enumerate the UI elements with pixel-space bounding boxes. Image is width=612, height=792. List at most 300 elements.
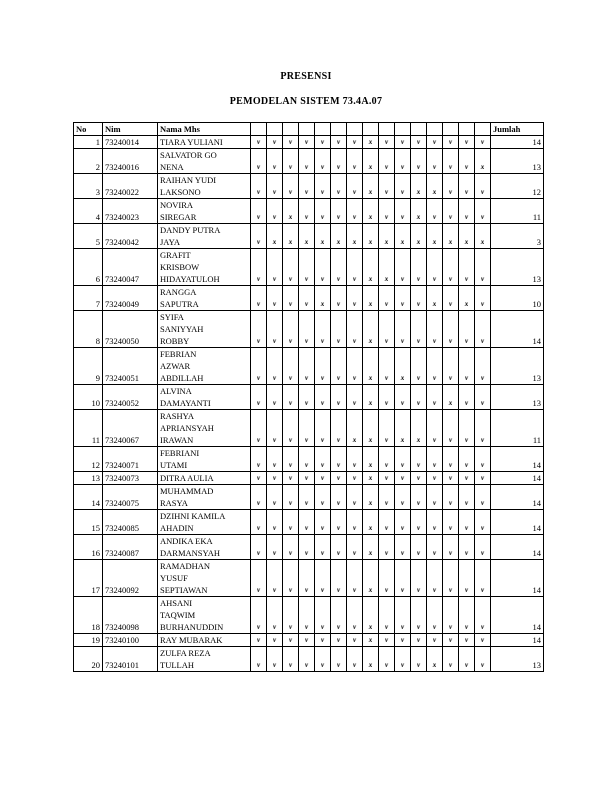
attendance-mark: v [395,597,411,634]
student-nim: 73240016 [103,149,158,174]
student-name-line: MUHAMMAD [160,486,214,496]
header-session-5 [315,123,331,136]
attendance-mark: v [475,385,491,410]
table-row [74,485,544,510]
attendance-mark: v [427,535,443,560]
attendance-mark: v [427,348,443,385]
row-number: 8 [74,311,103,348]
attendance-mark: x [267,224,283,249]
table-row [74,224,544,249]
student-name-line: TAQWIM [160,610,196,620]
student-name-line: YUSUF [160,573,188,583]
attendance-mark: x [347,224,363,249]
attendance-mark: x [363,647,379,672]
table-row [74,535,544,560]
attendance-mark: v [283,286,299,311]
student-name [158,249,251,286]
page-subtitle: PEMODELAN SISTEM 73.4A.07 [229,96,383,107]
attendance-total: 13 [491,647,544,672]
attendance-mark: v [427,199,443,224]
attendance-mark: v [283,647,299,672]
attendance-mark: v [443,634,459,647]
attendance-mark: v [331,560,347,597]
attendance-mark: v [347,311,363,348]
attendance-mark: x [427,286,443,311]
attendance-mark: v [475,634,491,647]
attendance-mark: x [459,286,475,311]
row-number: 7 [74,286,103,311]
attendance-mark: v [379,199,395,224]
row-number: 4 [74,199,103,224]
attendance-mark: v [395,634,411,647]
attendance-mark: x [363,510,379,535]
attendance-mark: v [459,410,475,447]
student-name-line: RAMADHAN [160,561,211,571]
attendance-mark: v [459,472,475,485]
attendance-mark: x [427,224,443,249]
attendance-mark: v [427,597,443,634]
attendance-mark: v [299,634,315,647]
attendance-mark: v [251,348,267,385]
header-session-6 [331,123,347,136]
attendance-mark: v [283,136,299,149]
attendance-mark: x [363,634,379,647]
attendance-mark: v [299,286,315,311]
attendance-mark: v [427,472,443,485]
attendance-mark: x [363,472,379,485]
attendance-mark: v [315,385,331,410]
attendance-mark: x [315,286,331,311]
table-body [74,136,544,672]
attendance-mark: v [459,136,475,149]
attendance-mark: v [475,410,491,447]
attendance-mark: v [459,647,475,672]
table-row [74,149,544,174]
attendance-mark: v [331,634,347,647]
attendance-mark: v [267,510,283,535]
row-number: 12 [74,447,103,472]
attendance-mark: v [267,311,283,348]
student-name-line: LAKSONO [160,187,201,197]
attendance-mark: v [395,149,411,174]
row-number: 20 [74,647,103,672]
header-total: Jumlah [491,123,544,136]
attendance-mark: x [363,199,379,224]
attendance-mark: v [283,510,299,535]
attendance-mark: x [363,311,379,348]
row-number: 14 [74,485,103,510]
attendance-mark: v [283,149,299,174]
student-name-line: ANDIKA EKA [160,536,213,546]
attendance-mark: v [299,410,315,447]
attendance-mark: v [251,560,267,597]
attendance-mark: v [443,485,459,510]
attendance-total: 14 [491,472,544,485]
attendance-table [73,122,544,672]
student-name [158,224,251,249]
attendance-mark: x [363,385,379,410]
row-number: 5 [74,224,103,249]
table-row [74,348,544,385]
student-name-line: RANGGA [160,287,197,297]
student-name-line: KRISBOW [160,262,200,272]
attendance-mark: v [379,410,395,447]
attendance-mark: v [299,485,315,510]
attendance-mark: v [331,348,347,385]
student-name [158,510,251,535]
student-name-line: AZWAR [160,361,191,371]
attendance-mark: v [379,510,395,535]
student-nim: 73240075 [103,485,158,510]
attendance-mark: v [459,385,475,410]
table-header-row [74,123,544,136]
attendance-mark: v [347,447,363,472]
attendance-mark: v [315,311,331,348]
attendance-mark: x [443,385,459,410]
attendance-mark: v [267,249,283,286]
student-name [158,634,251,647]
student-name [158,385,251,410]
attendance-mark: x [395,348,411,385]
attendance-mark: v [299,149,315,174]
attendance-mark: v [251,634,267,647]
student-name-line: FEBRIANI [160,448,200,458]
attendance-mark: v [411,560,427,597]
attendance-mark: x [395,224,411,249]
attendance-mark: v [347,249,363,286]
attendance-mark: v [459,597,475,634]
attendance-mark: x [427,174,443,199]
student-name-line: NENA [160,162,184,172]
attendance-mark: v [443,560,459,597]
attendance-mark: v [475,560,491,597]
attendance-mark: v [443,286,459,311]
attendance-mark: v [251,535,267,560]
attendance-mark: v [299,535,315,560]
attendance-mark: v [443,199,459,224]
row-number: 6 [74,249,103,286]
header-session-2 [267,123,283,136]
student-name [158,597,251,634]
attendance-mark: v [267,149,283,174]
attendance-mark: v [411,485,427,510]
header-session-14 [459,123,475,136]
attendance-mark: v [427,311,443,348]
attendance-mark: v [347,136,363,149]
student-name-line: DAMAYANTI [160,398,211,408]
student-nim: 73240047 [103,249,158,286]
row-number: 1 [74,136,103,149]
attendance-mark: v [283,560,299,597]
attendance-mark: v [411,149,427,174]
attendance-mark: x [363,485,379,510]
attendance-mark: v [459,634,475,647]
student-nim: 73240098 [103,597,158,634]
attendance-total: 13 [491,348,544,385]
attendance-mark: v [299,136,315,149]
attendance-mark: v [267,472,283,485]
attendance-mark: v [427,149,443,174]
attendance-mark: v [331,485,347,510]
header-session-4 [299,123,315,136]
attendance-mark: v [315,510,331,535]
table-row [74,311,544,348]
attendance-mark: v [395,311,411,348]
student-name-line: SALVATOR GO [160,150,217,160]
header-session-13 [443,123,459,136]
attendance-mark: v [283,485,299,510]
attendance-mark: v [315,199,331,224]
header-session-1 [251,123,267,136]
attendance-mark: v [267,447,283,472]
attendance-mark: v [395,385,411,410]
row-number: 17 [74,560,103,597]
attendance-mark: v [315,535,331,560]
attendance-mark: v [251,199,267,224]
attendance-mark: v [475,597,491,634]
attendance-total: 14 [491,136,544,149]
table-row [74,410,544,447]
attendance-mark: x [363,597,379,634]
attendance-mark: v [267,485,283,510]
student-name [158,174,251,199]
attendance-mark: v [427,560,443,597]
student-nim: 73240023 [103,199,158,224]
attendance-mark: x [363,447,379,472]
attendance-mark: v [475,136,491,149]
attendance-mark: v [475,472,491,485]
attendance-mark: v [475,286,491,311]
header-session-15 [475,123,491,136]
attendance-mark: v [443,472,459,485]
attendance-mark: v [251,385,267,410]
attendance-mark: v [251,485,267,510]
attendance-mark: v [459,174,475,199]
attendance-mark: v [379,348,395,385]
student-nim: 73240042 [103,224,158,249]
student-name [158,560,251,597]
attendance-mark: x [443,224,459,249]
attendance-mark: v [251,174,267,199]
student-name-line: TULLAH [160,660,194,670]
attendance-mark: v [251,249,267,286]
attendance-mark: v [299,249,315,286]
student-name [158,447,251,472]
header-session-9 [379,123,395,136]
student-name [158,348,251,385]
student-name [158,410,251,447]
attendance-total: 13 [491,385,544,410]
attendance-mark: x [363,149,379,174]
student-name [158,485,251,510]
attendance-mark: x [379,249,395,286]
attendance-mark: v [331,597,347,634]
attendance-mark: v [283,472,299,485]
attendance-mark: v [267,535,283,560]
attendance-mark: v [299,348,315,385]
attendance-mark: v [411,510,427,535]
student-nim: 73240049 [103,286,158,311]
attendance-mark: v [379,647,395,672]
row-number: 15 [74,510,103,535]
attendance-mark: v [443,348,459,385]
attendance-mark: v [411,136,427,149]
attendance-mark: v [251,597,267,634]
student-name-line: FEBRIAN [160,349,197,359]
attendance-total: 14 [491,597,544,634]
attendance-total: 10 [491,286,544,311]
student-name-line: SAPUTRA [160,299,199,309]
attendance-mark: v [299,199,315,224]
student-nim: 73240085 [103,510,158,535]
attendance-mark: v [267,647,283,672]
attendance-mark: v [443,410,459,447]
attendance-mark: v [347,510,363,535]
student-name-line: RASYA [160,498,188,508]
attendance-mark: v [475,249,491,286]
attendance-mark: v [411,597,427,634]
attendance-mark: v [395,136,411,149]
table-row [74,286,544,311]
student-name-line: DITRA AULIA [160,473,214,483]
student-name-line: SYIFA [160,312,184,322]
attendance-mark: v [475,510,491,535]
attendance-mark: v [395,174,411,199]
attendance-mark: v [427,385,443,410]
row-number: 3 [74,174,103,199]
attendance-mark: x [363,249,379,286]
attendance-total: 13 [491,149,544,174]
attendance-mark: x [283,199,299,224]
row-number: 2 [74,149,103,174]
attendance-mark: v [379,149,395,174]
student-name-line: AHSANI [160,598,193,608]
student-name-line: DANDY PUTRA [160,225,221,235]
attendance-mark: v [283,348,299,385]
attendance-mark: v [411,385,427,410]
attendance-mark: v [411,348,427,385]
attendance-mark: v [395,560,411,597]
student-name-line: JAYA [160,237,181,247]
attendance-mark: v [443,149,459,174]
attendance-mark: v [427,249,443,286]
attendance-mark: x [411,174,427,199]
attendance-mark: v [411,647,427,672]
table-row [74,647,544,672]
table-row [74,597,544,634]
attendance-mark: x [411,410,427,447]
attendance-mark: v [443,647,459,672]
attendance-mark: x [459,224,475,249]
attendance-mark: v [379,472,395,485]
attendance-mark: v [347,560,363,597]
attendance-mark: v [251,647,267,672]
attendance-mark: v [315,136,331,149]
student-name-line: SIREGAR [160,212,197,222]
attendance-mark: v [379,485,395,510]
attendance-mark: v [251,472,267,485]
attendance-mark: v [459,447,475,472]
student-name [158,647,251,672]
attendance-mark: v [251,149,267,174]
attendance-mark: v [267,560,283,597]
header-session-8 [363,123,379,136]
attendance-mark: v [475,535,491,560]
student-name [158,311,251,348]
attendance-mark: v [283,249,299,286]
student-nim: 73240067 [103,410,158,447]
row-number: 13 [74,472,103,485]
attendance-mark: v [267,136,283,149]
header-nim: Nim [103,123,158,136]
attendance-mark: v [267,286,283,311]
student-name [158,286,251,311]
attendance-mark: v [395,647,411,672]
attendance-mark: v [427,447,443,472]
attendance-mark: v [395,447,411,472]
attendance-mark: v [379,597,395,634]
attendance-mark: v [315,472,331,485]
attendance-mark: v [427,485,443,510]
student-name-line: RAY MUBARAK [160,635,223,645]
attendance-mark: x [363,286,379,311]
attendance-mark: x [475,224,491,249]
attendance-mark: v [459,560,475,597]
attendance-mark: v [283,410,299,447]
attendance-mark: v [443,311,459,348]
attendance-total: 11 [491,199,544,224]
attendance-mark: v [411,286,427,311]
attendance-mark: v [395,485,411,510]
attendance-mark: v [267,174,283,199]
attendance-mark: v [459,485,475,510]
attendance-mark: v [411,311,427,348]
attendance-mark: v [379,311,395,348]
attendance-mark: v [283,634,299,647]
student-nim: 73240101 [103,647,158,672]
attendance-mark: v [251,311,267,348]
header-session-7 [347,123,363,136]
attendance-total: 14 [491,447,544,472]
attendance-mark: x [363,224,379,249]
header-no: No [74,123,103,136]
attendance-mark: v [475,485,491,510]
attendance-mark: v [299,510,315,535]
student-name-line: APRIANSYAH [160,423,214,433]
attendance-mark: v [459,149,475,174]
student-name-line: ROBBY [160,336,190,346]
student-name-line: GRAFIT [160,250,191,260]
student-name-line: NOVIRA [160,200,194,210]
attendance-mark: v [331,311,347,348]
attendance-mark: x [363,535,379,560]
student-nim: 73240073 [103,472,158,485]
attendance-mark: v [347,647,363,672]
attendance-mark: v [347,286,363,311]
attendance-total: 14 [491,560,544,597]
attendance-mark: v [475,447,491,472]
attendance-total: 14 [491,311,544,348]
student-name-line: AHADIN [160,523,194,533]
attendance-mark: v [411,535,427,560]
row-number: 9 [74,348,103,385]
attendance-mark: v [427,634,443,647]
attendance-mark: v [379,385,395,410]
attendance-mark: v [251,136,267,149]
attendance-mark: v [443,597,459,634]
attendance-mark: x [363,348,379,385]
attendance-mark: x [363,410,379,447]
